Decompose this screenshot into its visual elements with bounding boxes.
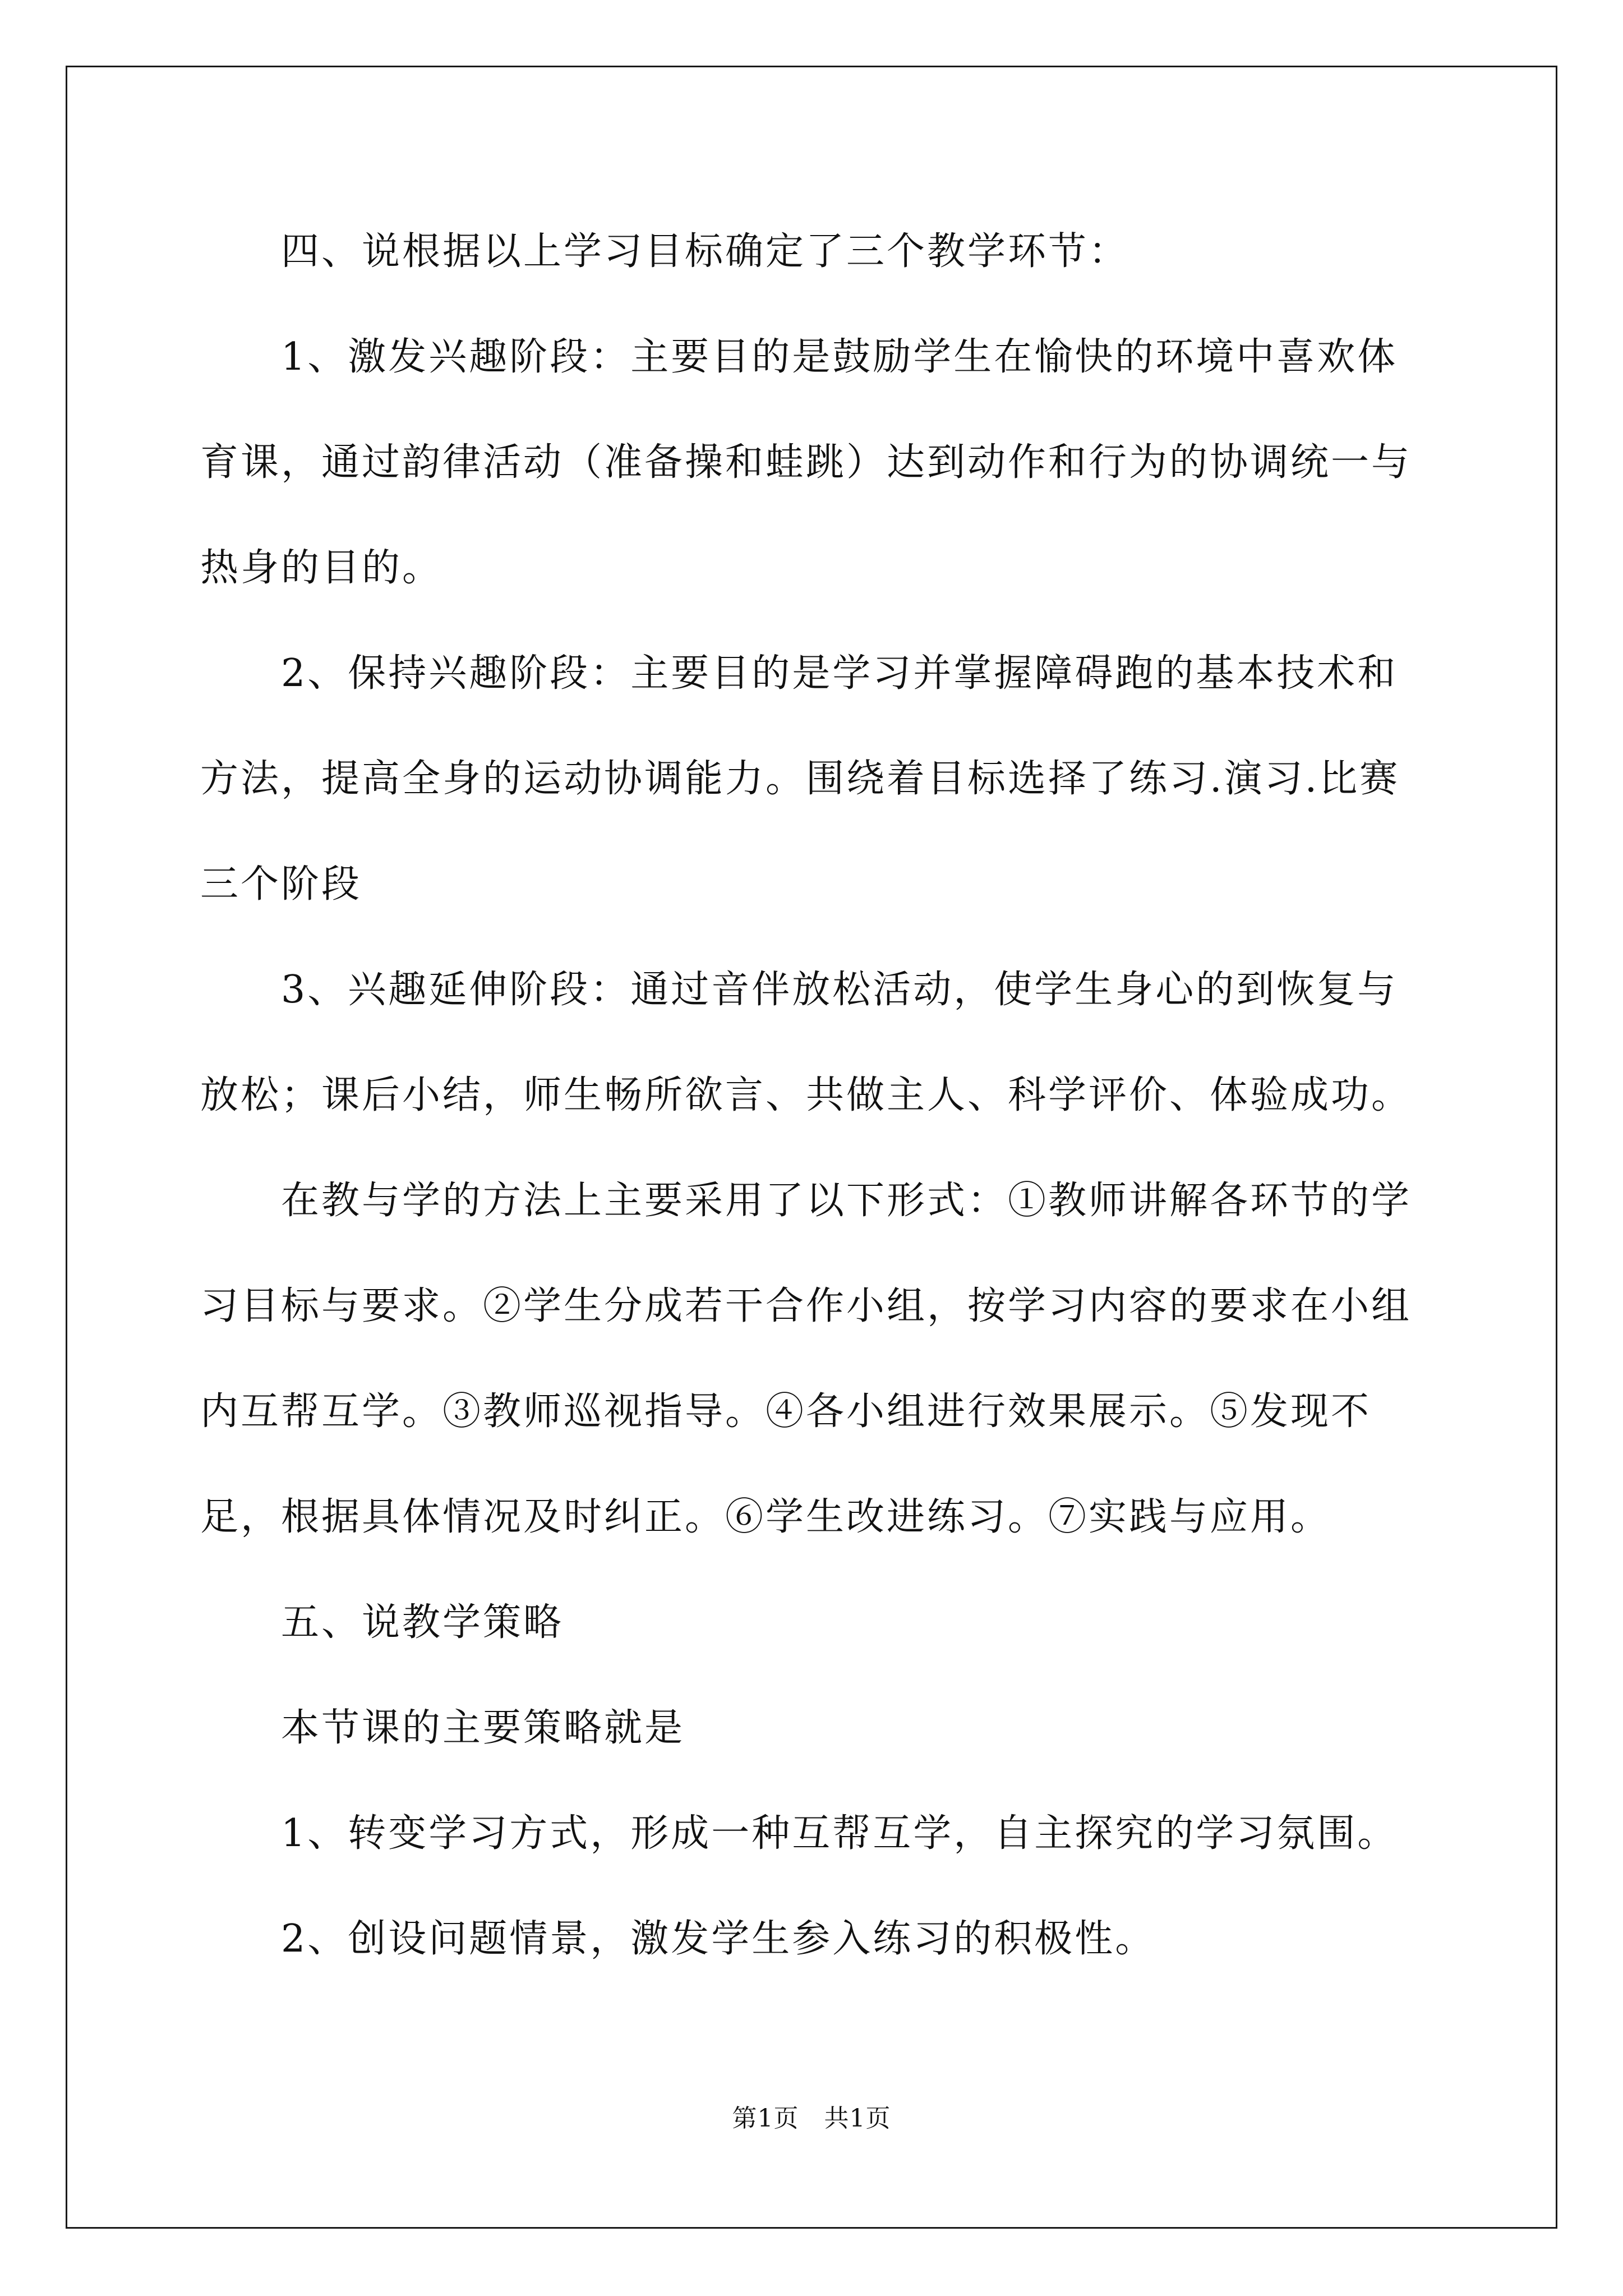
paragraph-heading-4: 四、说根据以上学习目标确定了三个教学环节： (281, 229, 1129, 274)
page-number: 第1页 (732, 2104, 799, 2133)
paragraph-strategy-intro: 本节课的主要策略就是 (281, 1706, 685, 1750)
paragraph-heading-5: 五、说教学策略 (281, 1600, 564, 1645)
paragraph-strategy-2: 2、创设问题情景，激发学生参入练习的积极性。 (281, 1917, 1156, 1961)
paragraph-stage-2: 2、保持兴趣阶段：主要目的是学习并掌握障碍跑的基本技术和方法，提高全身的运动协调能力。围绕着目标选择了练习.演习.比赛三个阶段 (200, 651, 1400, 907)
document-body (200, 199, 1432, 1992)
paragraph-strategy-1: 1、转变学习方式，形成一种互帮互学，自主探究的学习氛围。 (281, 1811, 1398, 1856)
page-total: 共1页 (824, 2104, 891, 2133)
page-footer (0, 2098, 1623, 2134)
paragraph-stage-1: 1、激发兴趣阶段：主要目的是鼓励学生在愉快的环境中喜欢体育课，通过韵律活动（准备操和蛙跳）达到动作和行为的协调统一与热身的目的。 (200, 335, 1412, 590)
paragraph-stage-3: 3、兴趣延伸阶段：通过音伴放松活动，使学生身心的到恢复与放松；课后小结，师生畅所欲言、共做主人、科学评价、体验成功。 (200, 968, 1412, 1117)
paragraph-methods: 在教与学的方法上主要采用了以下形式：①教师讲解各环节的学习目标与要求。②学生分成若干合作小组，按学习内容的要求在小组内互帮互学。③教师巡视指导。④各小组进行效果展示。⑤发现不足，根据具体情况及时纠正。⑥学生改进练习。⑦实践与应用。 (200, 1179, 1412, 1539)
